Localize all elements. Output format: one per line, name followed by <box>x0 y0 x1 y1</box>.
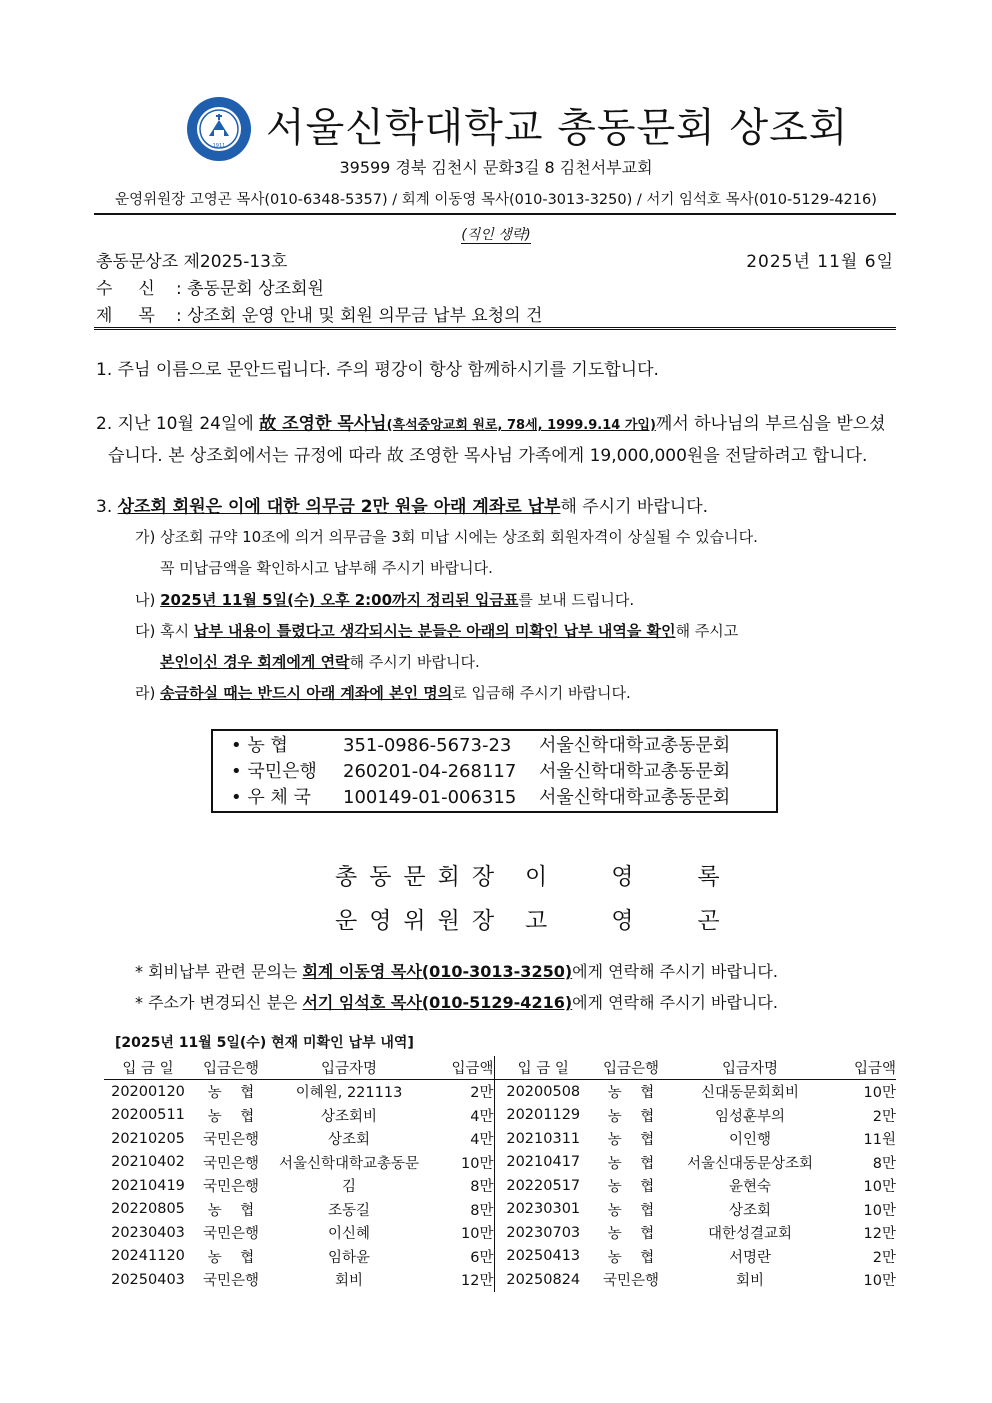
header-deposit-date: 입 금 일 <box>494 1056 592 1080</box>
cell-depositor: 회비 <box>334 1273 363 1290</box>
cell-deposit-date: 20210417 <box>494 1151 592 1175</box>
contact-line: 운영위원장 고영곤 목사(010-6348-5357) / 회계 이동영 목사(010-3013-3250) / 서기 임석호 목사(010-5129-4216) <box>115 192 877 208</box>
cell-amount: 8만 <box>470 1179 494 1196</box>
bank-account-row <box>231 733 758 759</box>
cell-deposit-date: 20230403 <box>111 1224 185 1241</box>
table-row <box>104 1245 896 1269</box>
cell-depositor: 서명란 <box>728 1249 772 1266</box>
cell-amount: 10만 <box>863 1202 896 1219</box>
cell-depositor: 상조회비 <box>320 1108 378 1125</box>
seal-omitted-note: (직인 생략) <box>461 227 531 243</box>
cell-depositor: 임하윤 <box>327 1249 371 1266</box>
cell-depositor: 상조회 <box>327 1132 371 1149</box>
account-holder: 서울신학대학교총동문회 <box>539 735 731 756</box>
document-date: 2025년 11월 6일 <box>746 252 894 272</box>
item-da-2: 본인이신 경우 회계에게 연락해 주시기 바랍니다. <box>160 653 480 671</box>
cell-depositor: 윤현숙 <box>728 1179 772 1196</box>
cell-bank: 국민은행 <box>602 1273 660 1290</box>
cell-amount: 4만 <box>470 1132 494 1149</box>
paragraph-2-line-1: 2. 지난 10월 24일에 故 조영한 목사님(흑석중앙교회 원로, 78세, 1999.9.14 가입)께서 하나님의 부르심을 받으셨 <box>96 414 886 434</box>
cell-depositor: 회비 <box>735 1273 764 1290</box>
cell-amount: 6만 <box>470 1249 494 1266</box>
cell-depositor: 상조회 <box>728 1202 772 1219</box>
cell-amount: 10만 <box>461 1155 494 1172</box>
header-bank: 입금은행 <box>192 1056 270 1080</box>
cell-deposit-date: 20200511 <box>111 1107 185 1124</box>
cell-deposit-date: 20250403 <box>111 1271 185 1288</box>
cell-depositor: 이인행 <box>728 1132 772 1149</box>
signature-title: 운영위원장 <box>335 908 507 934</box>
item-ga-2: 꼭 미납금액을 확인하시고 납부해 주시기 바랍니다. <box>160 559 493 577</box>
subject-row <box>96 301 542 326</box>
item-ga: 가) 상조회 규약 10조에 의거 의무금을 3회 미납 시에는 상조회 회원자격이 상실될 수 있습니다. <box>135 528 758 546</box>
university-seal-logo <box>186 96 252 162</box>
cell-depositor: 서울신대동문상조회 <box>686 1155 814 1172</box>
cell-amount: 10만 <box>863 1085 896 1102</box>
cell-deposit-date: 20220805 <box>111 1201 185 1218</box>
cell-bank: 농 협 <box>607 1226 655 1243</box>
table-row <box>104 1127 896 1151</box>
cell-deposit-date: 20201129 <box>494 1104 592 1128</box>
cell-deposit-date: 20230703 <box>494 1221 592 1245</box>
signature-name: 이영록 <box>525 864 784 890</box>
cell-deposit-date: 20210419 <box>111 1177 185 1194</box>
cell-deposit-date: 20200120 <box>111 1083 185 1100</box>
cell-bank: 농 협 <box>607 1155 655 1172</box>
table-row <box>104 1104 896 1128</box>
item-na: 나) 2025년 11월 5일(수) 오후 2:00까지 정리된 입금표를 보내 드립니다. <box>135 591 635 609</box>
cell-deposit-date: 20210205 <box>111 1130 185 1147</box>
cell-deposit-date: 20250824 <box>494 1268 592 1292</box>
cell-amount: 10만 <box>461 1226 494 1243</box>
cell-depositor: 신대동문회회비 <box>700 1085 800 1102</box>
cell-depositor: 김 <box>341 1179 356 1196</box>
cell-depositor: 대한성결교회 <box>707 1226 793 1243</box>
item-da: 다) 혹시 납부 내용이 틀렸다고 생각되시는 분들은 아래의 미확인 납부 내역을 확인해 주시고 <box>135 622 739 640</box>
cell-deposit-date: 20250413 <box>494 1245 592 1269</box>
cell-amount: 12만 <box>461 1273 494 1290</box>
cell-amount: 4만 <box>470 1108 494 1125</box>
account-holder: 서울신학대학교총동문회 <box>539 787 731 808</box>
account-number: 260201-04-268117 <box>343 761 517 782</box>
cell-bank: 국민은행 <box>202 1155 260 1172</box>
note-address-change: * 주소가 변경되신 분은 서기 임석호 목사(010-5129-4216)에게 연락해 주시기 바랍니다. <box>135 993 778 1012</box>
signature-committee-chair <box>335 902 784 935</box>
unconfirmed-table-title: [2025년 11월 5일(수) 현재 미확인 납부 내역] <box>115 1035 414 1051</box>
table-header-row <box>104 1056 896 1080</box>
cell-deposit-date: 20210402 <box>111 1154 185 1171</box>
unconfirmed-payments-table <box>104 1056 896 1292</box>
cell-depositor: 서울신학대학교총동문 <box>278 1155 420 1172</box>
cell-depositor: 임성훈부의 <box>714 1108 786 1125</box>
signature-name: 고영곤 <box>525 908 784 934</box>
item-ra: 라) 송금하실 때는 반드시 아래 계좌에 본인 명의로 입금해 주시기 바랍니다. <box>135 684 631 702</box>
note-payment-inquiry: * 회비납부 관련 문의는 회계 이동영 목사(010-3013-3250)에게 연락해 주시기 바랍니다. <box>135 962 778 981</box>
bank-name: • 우 체 국 <box>231 787 311 808</box>
cell-amount: 10만 <box>863 1179 896 1196</box>
cell-amount: 8만 <box>872 1155 896 1172</box>
header-depositor: 입금자명 <box>270 1056 428 1080</box>
bank-name: • 농 협 <box>231 735 288 756</box>
cell-bank: 농 협 <box>207 1202 255 1219</box>
cell-bank: 국민은행 <box>202 1273 260 1290</box>
cell-deposit-date: 20210311 <box>494 1127 592 1151</box>
cell-amount: 11원 <box>863 1132 896 1149</box>
paragraph-3: 3. 상조회 회원은 이에 대한 의무금 2만 원을 아래 계좌로 납부해 주시기 바랍니다. <box>96 497 709 517</box>
account-number: 351-0986-5673-23 <box>343 735 512 756</box>
organization-address: 39599 경북 김천시 문화3길 8 김천서부교회 <box>339 158 653 177</box>
bank-account-row <box>231 785 758 811</box>
cell-bank: 농 협 <box>607 1202 655 1219</box>
cell-bank: 농 협 <box>607 1179 655 1196</box>
cell-bank: 농 협 <box>207 1249 255 1266</box>
subject-label: 제목 <box>96 306 181 326</box>
signature-president <box>335 858 784 891</box>
cell-amount: 10만 <box>863 1273 896 1290</box>
cell-amount: 2만 <box>470 1085 494 1102</box>
cell-bank: 농 협 <box>607 1132 655 1149</box>
paragraph-2-line-2: 습니다. 본 상조회에서는 규정에 따라 故 조영한 목사님 가족에게 19,000,000원을 전달하려고 합니다. <box>108 446 868 466</box>
table-row <box>104 1268 896 1292</box>
table-row <box>104 1174 896 1198</box>
cell-amount: 2만 <box>872 1249 896 1266</box>
cell-deposit-date: 20220517 <box>494 1174 592 1198</box>
header-amount: 입금액 <box>428 1056 494 1080</box>
cell-deposit-date: 20200508 <box>494 1080 592 1104</box>
cell-deposit-date: 20230301 <box>494 1198 592 1222</box>
header-deposit-date: 입 금 일 <box>104 1056 192 1080</box>
signature-title: 총동문회장 <box>335 864 507 890</box>
table-row <box>104 1151 896 1175</box>
cell-bank: 국민은행 <box>202 1226 260 1243</box>
organization-title: 서울신학대학교 총동문회 상조회 <box>266 105 849 151</box>
bank-account-row <box>231 759 758 785</box>
document-number: 총동문상조 제2025-13호 <box>96 252 288 272</box>
table-row <box>104 1080 896 1104</box>
cell-amount: 2만 <box>872 1108 896 1125</box>
cell-bank: 농 협 <box>207 1108 255 1125</box>
bank-name: • 국민은행 <box>231 761 317 782</box>
cell-bank: 농 협 <box>207 1085 255 1102</box>
table-row <box>104 1198 896 1222</box>
header-depositor: 입금자명 <box>670 1056 830 1080</box>
header-amount: 입금액 <box>830 1056 896 1080</box>
account-number: 100149-01-006315 <box>343 787 517 808</box>
cell-amount: 12만 <box>863 1226 896 1243</box>
bank-accounts-box <box>211 729 778 813</box>
account-holder: 서울신학대학교총동문회 <box>539 761 731 782</box>
recipient-row <box>96 274 324 299</box>
cell-bank: 국민은행 <box>202 1132 260 1149</box>
recipient-value: : 총동문회 상조회원 <box>176 279 324 299</box>
header-divider <box>94 213 896 215</box>
cell-bank: 농 협 <box>607 1085 655 1102</box>
cell-bank: 농 협 <box>607 1108 655 1125</box>
subject-value: : 상조회 운영 안내 및 회원 의무금 납부 요청의 건 <box>176 306 543 326</box>
cell-amount: 8만 <box>470 1202 494 1219</box>
cell-bank: 국민은행 <box>202 1179 260 1196</box>
svg-text:1911: 1911 <box>212 143 226 149</box>
cell-bank: 농 협 <box>607 1249 655 1266</box>
paragraph-1: 1. 주님 이름으로 문안드립니다. 주의 평강이 항상 함께하시기를 기도합니다. <box>96 360 659 380</box>
subject-divider <box>94 327 896 332</box>
recipient-label: 수신 <box>96 279 181 299</box>
cell-deposit-date: 20241120 <box>111 1248 185 1265</box>
header-bank: 입금은행 <box>592 1056 670 1080</box>
table-row <box>104 1221 896 1245</box>
cell-depositor: 이신혜 <box>327 1226 371 1243</box>
cell-depositor: 조동길 <box>327 1202 371 1219</box>
cell-depositor: 이혜원, 221113 <box>295 1085 403 1102</box>
